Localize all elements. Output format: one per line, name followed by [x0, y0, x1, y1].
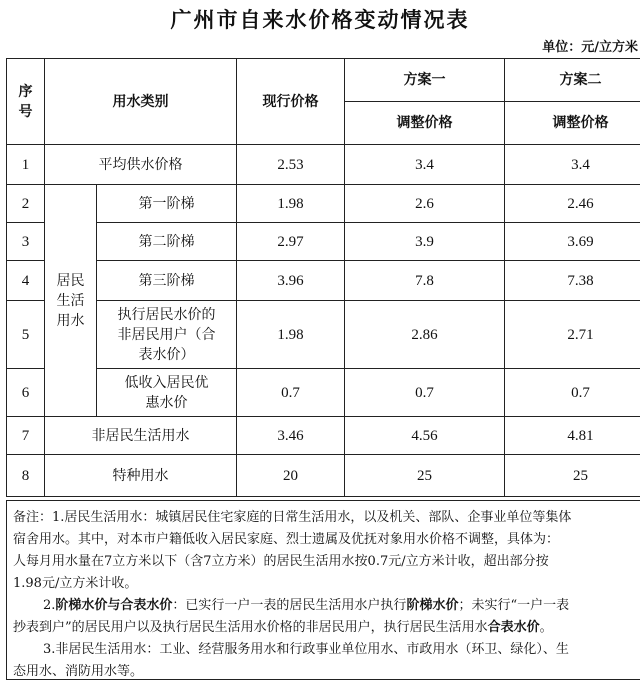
note-2-text-c: 抄表到户”的居民用户以及执行居民生活用水价格的非居民用户，执行居民生活用水	[13, 620, 488, 635]
header-category: 用水类别	[45, 59, 237, 145]
note-1-line-2: 宿舍用水。其中，对本市户籍低收入居民家庭、烈士遗属及优抚对象用水价格不调整，具体为：	[13, 529, 640, 551]
cell-seq: 6	[7, 369, 45, 417]
cell-current: 0.7	[237, 369, 345, 417]
cell-seq: 7	[7, 417, 45, 455]
table-row	[7, 145, 640, 185]
note-3-line-1: 3.非居民生活用水：工业、经营服务用水和行政事业单位用水、市政用水（环卫、绿化）、生	[13, 639, 640, 661]
note-2-line-2	[13, 617, 640, 639]
cell-plan1: 3.4	[345, 145, 505, 185]
cell-label-text: 低收入居民优惠水价	[123, 373, 210, 413]
cell-label-text: 执行居民水价的非居民用户（合表水价）	[116, 305, 217, 365]
cell-current: 20	[237, 455, 345, 497]
note-2-text-d: 。	[540, 620, 553, 635]
note-1-line-4: 1.98元/立方米计收。	[13, 573, 640, 595]
cell-seq: 5	[7, 301, 45, 369]
cell-label: 第三阶梯	[97, 261, 237, 301]
cell-current: 3.96	[237, 261, 345, 301]
header-seq	[7, 59, 45, 145]
table-row	[7, 301, 640, 369]
cell-plan2: 3.69	[505, 223, 640, 261]
cell-label: 非居民生活用水	[45, 417, 237, 455]
cell-label: 平均供水价格	[45, 145, 237, 185]
note-3-line-2: 态用水、消防用水等。	[13, 661, 640, 680]
cell-current: 2.97	[237, 223, 345, 261]
cell-label: 特种用水	[45, 455, 237, 497]
cell-plan2: 3.4	[505, 145, 640, 185]
cell-label: 第一阶梯	[97, 185, 237, 223]
cell-plan1: 7.8	[345, 261, 505, 301]
table-row	[7, 223, 640, 261]
cell-label	[97, 369, 237, 417]
cell-plan1: 0.7	[345, 369, 505, 417]
cell-current: 1.98	[237, 301, 345, 369]
cell-label	[97, 301, 237, 369]
header-adjusted2: 调整价格	[505, 102, 640, 145]
note-2-line-1	[13, 595, 640, 617]
notes-section	[6, 500, 640, 680]
cell-seq: 2	[7, 185, 45, 223]
cell-seq: 3	[7, 223, 45, 261]
residential-group-text: 居民生活用水	[55, 271, 86, 331]
cell-seq: 4	[7, 261, 45, 301]
note-1-line-1: 备注：1.居民生活用水：城镇居民住宅家庭的日常生活用水，以及机关、部队、企事业单位等集体	[13, 507, 640, 529]
header-seq-text: 序 号	[19, 84, 33, 120]
header-current: 现行价格	[237, 59, 345, 145]
cell-plan1: 2.6	[345, 185, 505, 223]
table-row	[7, 369, 640, 417]
header-row-1	[7, 59, 640, 102]
header-adjusted1: 调整价格	[345, 102, 505, 145]
header-plan1: 方案一	[345, 59, 505, 102]
note-2-title: 阶梯水价与合表水价	[55, 598, 172, 613]
cell-plan1: 2.86	[345, 301, 505, 369]
cell-current: 1.98	[237, 185, 345, 223]
cell-plan2: 25	[505, 455, 640, 497]
note-2-term-combined: 合表水价	[488, 620, 540, 635]
header-plan2: 方案二	[505, 59, 640, 102]
cell-seq: 8	[7, 455, 45, 497]
note-1-line-3: 人每月用水量在7立方米以下（含7立方米）的居民生活用水按0.7元/立方米计收，超出部分按	[13, 551, 640, 573]
cell-label: 第二阶梯	[97, 223, 237, 261]
cell-plan1: 4.56	[345, 417, 505, 455]
note-2-text-b: ；未实行“一户一表	[458, 598, 569, 613]
price-table	[6, 58, 640, 497]
table-row	[7, 261, 640, 301]
page-title: 广州市自来水价格变动情况表	[0, 4, 640, 34]
cell-plan1: 3.9	[345, 223, 505, 261]
cell-current: 2.53	[237, 145, 345, 185]
cell-current: 3.46	[237, 417, 345, 455]
cell-seq: 1	[7, 145, 45, 185]
cell-plan2: 0.7	[505, 369, 640, 417]
note-2-term-tiered: 阶梯水价	[406, 598, 458, 613]
residential-group-label	[45, 185, 97, 417]
cell-plan2: 2.46	[505, 185, 640, 223]
table-row	[7, 185, 640, 223]
table-row	[7, 417, 640, 455]
note-2-text-a: ：已实行一户一表的居民生活用水户执行	[172, 598, 406, 613]
cell-plan1: 25	[345, 455, 505, 497]
note-2-number: 2.	[43, 598, 55, 613]
unit-label: 单位：元/立方米	[542, 36, 638, 55]
table-row	[7, 455, 640, 497]
cell-plan2: 4.81	[505, 417, 640, 455]
cell-plan2: 2.71	[505, 301, 640, 369]
cell-plan2: 7.38	[505, 261, 640, 301]
